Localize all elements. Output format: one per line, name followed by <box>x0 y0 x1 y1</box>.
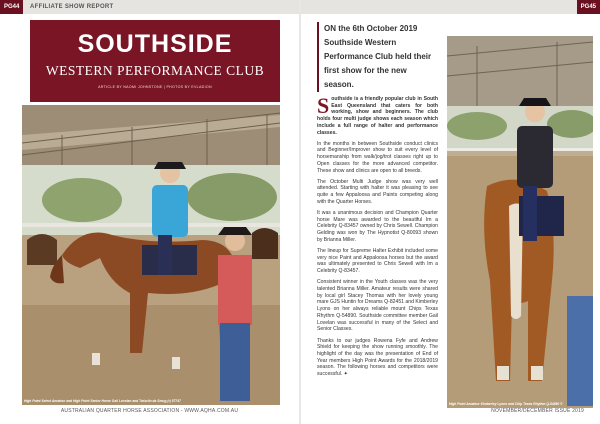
photo-caption-right: High Point Amateur Kimberley Lyons and Chip Texas Rhythm Q-54890 © <box>449 402 563 406</box>
paragraph: The October Multi Judge show was very well attended. Starting with halter it was pleasing to see quite a few Appaloosa and Paints competing along with the Quarter Horses. <box>317 178 438 205</box>
header-bar-right <box>301 0 600 14</box>
intro-text: ON the 6th October 2019 Southside Western Performance Club held their first show for the new season. <box>317 22 438 92</box>
paragraph: The lineup for Supreme Halter Exhibit included some very nice Paint and Appaloosa horses but the award was ultimately presented to Chris Sewell with Im a Celebrity Q-83457. <box>317 248 438 275</box>
horse-and-rider-photo-right <box>447 36 593 408</box>
page-number-badge-right: PG45 <box>577 0 600 14</box>
title-block <box>30 20 280 102</box>
arena-photo-left <box>22 105 280 405</box>
left-page <box>0 0 299 424</box>
paragraph: Consistent winner in the Youth classes was the very talented Brianna Miller. Amateur results were shared by local girl Stacey Thomas with her lovely young mare GJS Huntin for Dreams Q-82451 and Kimberley Lyons on her always reliable mount Chips Texas Rhythm Q-54890. Southside committee member Gail Lovelan was successful in many of the Select and Senior Classes. <box>317 279 438 333</box>
footer-left: AUSTRALIAN QUARTER HORSE ASSOCIATION - WWW.AQHA.COM.AU <box>60 408 239 414</box>
article-body <box>317 93 438 382</box>
footer-right: NOVEMBER/DECEMBER ISSUE 2019 <box>491 408 584 414</box>
section-label: AFFILIATE SHOW REPORT <box>30 4 114 10</box>
article-title: SOUTHSIDE <box>77 30 233 58</box>
right-page <box>301 0 600 424</box>
paragraph: Thanks to our judges Rowena Fyfe and Andrew Shield for keeping the show running smoothly. The highlight of the day was the presentation of End of Year members High Point Awards for the 2018/2019 season. The following horses and competitors were successful. ✦ <box>317 337 438 378</box>
paragraph: It was a unanimous decision and Champion Quarter horse Mare was awarded to the beautiful Im a Celebrity Q-83457 owned by Chris Sewell. Champion Gelding was won by The Hypnotist Q-80093 shown by Brianna Miller. <box>317 210 438 243</box>
arena-photo-right <box>447 36 593 408</box>
horse-and-rider-photo <box>22 105 280 405</box>
photo-caption-left: High Point Select Amateur and High Point Senior Horse Gail Lovelan and Twizzlin da Smug (r) 57747 <box>24 399 181 403</box>
drop-cap: S <box>317 93 330 118</box>
lead-paragraph <box>317 93 438 136</box>
paragraph: outhside is a friendly popular club in South East Queensland that caters for both working, show and beginners. The club holds four multi judge shows each season which include a full range of halter and performance classes. <box>317 96 438 136</box>
article-credit: ARTICLE BY NAOMI JOHNSTONE | PHOTOS BY EVLADION <box>98 85 212 89</box>
article-subtitle: WESTERN PERFORMANCE CLUB <box>45 63 265 78</box>
paragraph: In the months in between Southside conduct clinics and Beginner/Improver show to suit every level of horsemanship from walk/jog/trot classes right up to Open classes for the more advanced competitor. These show and clinics are open to all breeds. <box>317 140 438 174</box>
page-number-badge: PG44 <box>0 0 23 14</box>
